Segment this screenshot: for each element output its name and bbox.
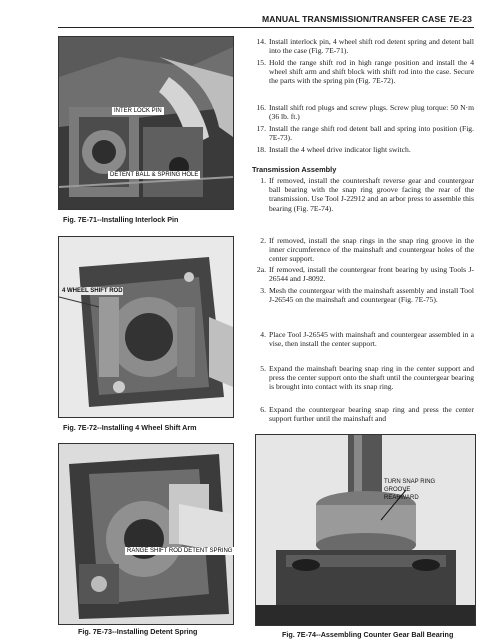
step-number: 1. (260, 176, 266, 185)
step-number: 3. (260, 286, 266, 295)
step-number: 2. (260, 236, 266, 245)
step-number: 18. (256, 145, 266, 154)
callout-4-wheel-shift-rod: 4 WHEEL SHIFT ROD (62, 288, 123, 294)
callout-range-shift-rod-detent-spring: RANGE SHIFT ROD DETENT SPRING (127, 548, 233, 554)
step-4 (252, 330, 474, 348)
step-text: Place Tool J-26545 with mainshaft and countergear assembled in a vise, then install the center support. (269, 330, 474, 349)
step-text: If removed, install the countershaft reverse gear and countergear ball bearing with the snap ring groove facing the rear of the transmission. Use Tool J-22912 and an arbor press to assemble this bearing (Fig. 7E-74). (269, 176, 474, 213)
figure-7e-72-caption: Fig. 7E-72--Installing 4 Wheel Shift Arm (63, 423, 197, 432)
step-text: If removed, install the countergear front bearing by using Tools J-26544 and J-8092. (269, 265, 474, 284)
step-17 (252, 124, 474, 142)
figure-7e-72-photo (58, 236, 234, 418)
figure-7e-74-caption: Fig. 7E-74--Assembling Counter Gear Ball Bearing (282, 630, 454, 639)
step-number: 16. (256, 103, 266, 112)
step-number: 2a. (256, 265, 266, 274)
step-14 (252, 37, 474, 55)
step-3 (252, 286, 474, 304)
step-text: Mesh the countergear with the mainshaft assembly and install Tool J-26545 on the mainshaft and countergear (Fig. 7E-75). (269, 286, 474, 305)
callout-detent-ball-spring-hole: DETENT BALL & SPRING HOLE (110, 172, 199, 178)
step-2 (252, 236, 474, 264)
page-header: MANUAL TRANSMISSION/TRANSFER CASE 7E-23 (261, 14, 472, 24)
step-number: 4. (260, 330, 266, 339)
step-number: 15. (256, 58, 266, 67)
step-number: 6. (260, 405, 266, 414)
step-5 (252, 364, 474, 392)
step-text: Install shift rod plugs and screw plugs. Screw plug torque: 50 N·m (36 lb. ft.) (269, 103, 474, 122)
section-title: Transmission Assembly (252, 165, 337, 174)
step-text: Expand the countergear bearing snap ring and press the center support further until the mainshaft and (269, 405, 474, 424)
step-16 (252, 103, 474, 121)
step-15 (252, 58, 474, 86)
step-6 (252, 405, 474, 423)
step-1 (252, 176, 474, 213)
figure-7e-73-caption: Fig. 7E-73--Installing Detent Spring (78, 627, 198, 636)
step-text: Install interlock pin, 4 wheel shift rod detent spring and detent ball into the case (Fig. 7E-71). (269, 37, 474, 56)
step-number: 17. (256, 124, 266, 133)
step-number: 14. (256, 37, 266, 46)
step-number: 5. (260, 364, 266, 373)
step-2a (252, 265, 474, 283)
step-text: Expand the mainshaft bearing snap ring in the center support and press the center support onto the shaft until the countergear bearing is brought into contact with its snap ring. (269, 364, 474, 392)
step-text: If removed, install the snap rings in the snap ring groove in the inner circumference of the mainshaft and countergear holes of the center support. (269, 236, 474, 264)
step-text: Install the 4 wheel drive indicator light switch. (269, 145, 411, 154)
figure-7e-71-photo (58, 36, 234, 210)
step-18 (252, 145, 474, 154)
step-text: Install the range shift rod detent ball and spring into position (Fig. 7E-73). (269, 124, 474, 143)
callout-rearward: REARWARD (384, 495, 419, 501)
step-text: Hold the range shift rod in high range position and install the 4 wheel shift arm and shift block with shift rod into the case. Secure the parts with the spring pin (Fig. 7E-72). (269, 58, 474, 86)
callout-interlock-pin: INTER LOCK PIN (114, 108, 162, 114)
figure-7e-73-photo (58, 443, 234, 625)
callout-turn-snap-ring: TURN SNAP RING (384, 479, 436, 485)
callout-groove: GROOVE (384, 487, 411, 493)
figure-7e-71-caption: Fig. 7E-71--Installing Interlock Pin (63, 215, 179, 224)
header-rule (58, 27, 474, 28)
figure-7e-74-photo (255, 434, 476, 626)
